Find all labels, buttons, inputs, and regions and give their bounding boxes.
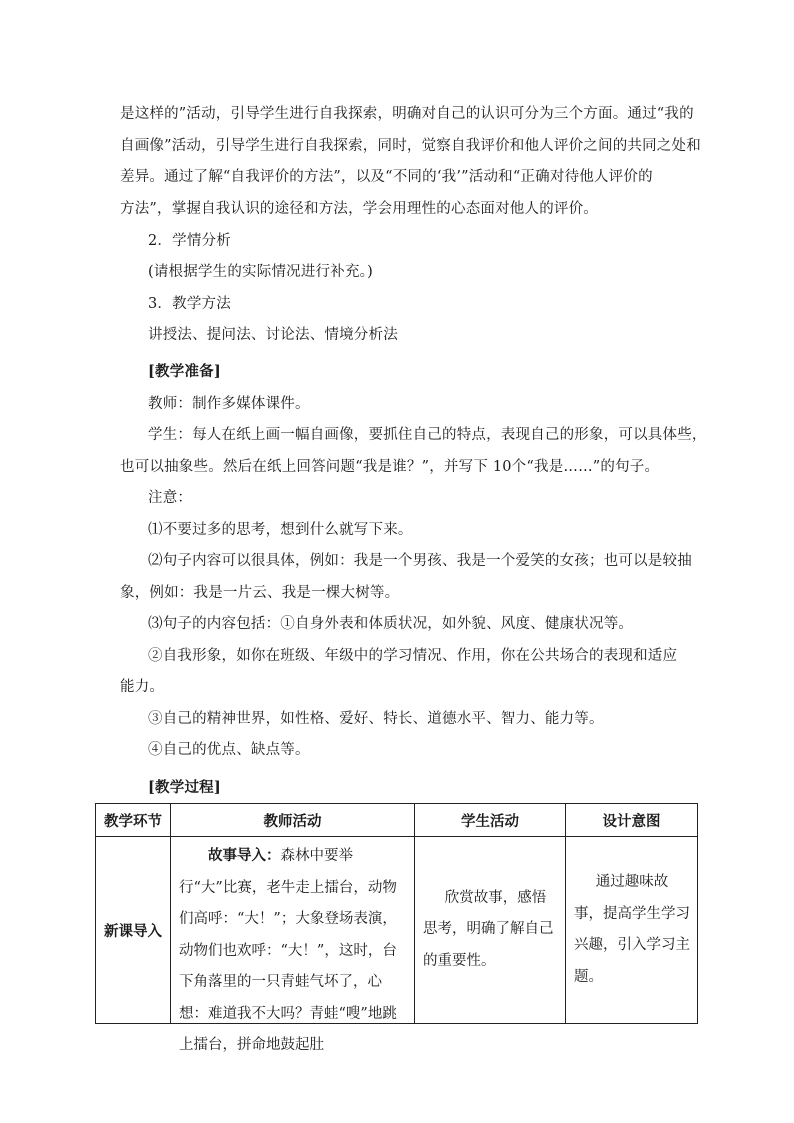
paragraph-line: 也可以抽象些。然后在纸上回答问题“我是谁？”，并写下 10个“我是……”的句子。 (120, 459, 660, 475)
teacher-activity-body: 森林中要举行“大”比赛，老牛走上擂台，动物们高呼：“大！”；大象登场表演，动物们也欢呼：“大！”，这时，台下角落里的一只青蛙气坏了，心想：难道我不大吗？青蛙“嗖”地跳上擂台，拼命地鼓起肚 (179, 848, 397, 1053)
paragraph-line: ⑶句子的内容包括：①自身外表和体质状况，如外貌、风度、健康状况等。 (148, 616, 634, 632)
paragraph-line: 讲授法、提问法、讨论法、情境分析法 (148, 327, 398, 343)
section-heading-preparation: [教学准备] (148, 363, 221, 380)
design-intent-text: 通过趣味故事，提高学生学习兴趣，引入学习主题。 (574, 874, 690, 985)
section-heading-learning-analysis: 2．学情分析 (148, 233, 231, 249)
paragraph-line: 教师：制作多媒体课件。 (148, 396, 310, 412)
paragraph-line: ⑵句子内容可以很具体，例如：我是一个男孩、我是一个爱笑的女孩；也可以是较抽 (148, 553, 692, 569)
section-heading-teaching-methods: 3．教学方法 (148, 296, 231, 312)
teacher-activity-text (171, 837, 414, 1053)
column-header: 教学环节 (96, 804, 171, 837)
student-activity-text: 欣赏故事，感悟思考，明确了解自己的重要性。 (423, 889, 554, 969)
paragraph-line: 注意： (148, 490, 193, 506)
paragraph-line: 学生：每人在纸上画一幅自画像，要抓住自己的特点，表现自己的形象，可以具体些， (148, 427, 707, 443)
paragraph-line: ③自己的精神世界，如性格、爱好、特长、道德水平、智力、能力等。 (148, 711, 604, 727)
paragraph-line: 能力。 (120, 679, 165, 695)
table-row (96, 837, 698, 1024)
paragraph-line: ②自我形象，如你在班级、年级中的学习情况、作用，你在公共场合的表现和适应 (148, 648, 678, 664)
column-header: 教师活动 (171, 804, 415, 837)
paragraph-line: (请根据学生的实际情况进行补充。) (148, 264, 373, 280)
paragraph-line: ⑴不要过多的思考，想到什么就写下来。 (148, 522, 413, 538)
teacher-activity-label: 故事导入： (208, 847, 281, 864)
student-activity-cell (415, 837, 566, 1024)
section-heading-process: [教学过程] (148, 779, 221, 796)
paragraph-line: 象，例如：我是一片云、我是一棵大树等。 (120, 585, 400, 601)
paragraph-line: 自画像”活动，引导学生进行自我探索，同时，觉察自我评价和他人评价之间的共同之处和 (120, 138, 701, 154)
design-intent-cell (566, 837, 698, 1024)
paragraph-line: 是这样的”活动，引导学生进行自我探索，明确对自己的认识可分为三个方面。通过“我的 (120, 106, 694, 122)
stage-cell: 新课导入 (96, 837, 171, 1024)
teacher-activity-cell (171, 837, 415, 1053)
table-header-row (96, 804, 698, 837)
paragraph-line: ④自己的优点、缺点等。 (148, 742, 310, 758)
column-header: 学生活动 (415, 804, 566, 837)
paragraph-line: 差异。通过了解“自我评价的方法”，以及“不同的‘我’”活动和“正确对待他人评价的 (120, 169, 653, 185)
teaching-process-table (95, 803, 698, 1053)
column-header: 设计意图 (566, 804, 698, 837)
paragraph-line: 方法”，掌握自我认识的途径和方法，学会用理性的心态面对他人的评价。 (120, 201, 599, 217)
